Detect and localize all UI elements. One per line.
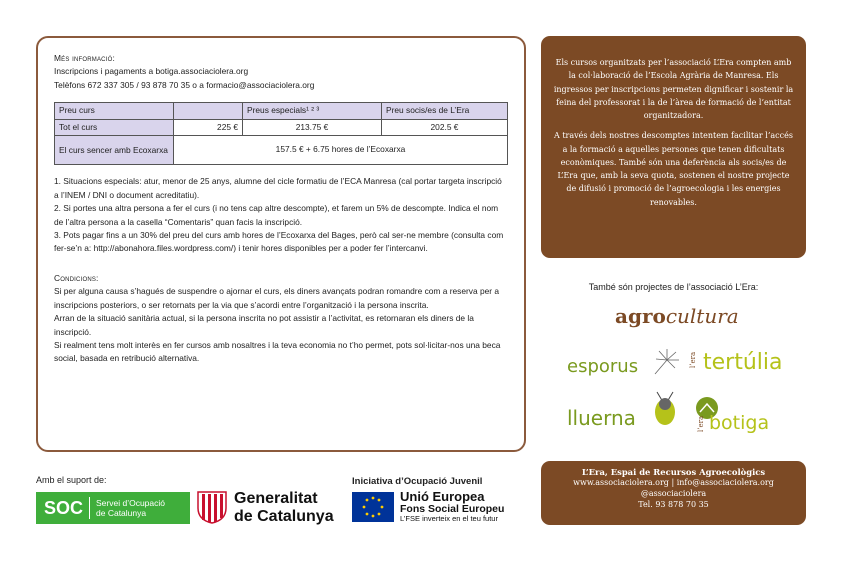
conditions-title: Condicions: (54, 272, 99, 283)
soc-text-line2: de Catalunya (96, 508, 147, 518)
info-contact-line: Telèfons 672 337 305 / 93 878 70 35 o a formacio@associaciolera.org (54, 79, 315, 90)
about-panel (541, 36, 806, 258)
contact-web[interactable]: www.associaciolera.org | info@associaciolera.org (573, 478, 774, 488)
esporus-text: esporus (567, 356, 639, 377)
price-table-header (55, 103, 508, 119)
col-special: Preus especials¹ ² ³ (243, 103, 382, 119)
soc-logo[interactable] (36, 492, 190, 524)
lluerna-text: lluerna (567, 406, 636, 430)
note-item: 3. Pots pagar fins a un 30% del preu del curs amb hores de l’Ecoxarxa del Bages, però cal ser-ne membre (consulta com fer-se’n a: http://abonahora.files.wordpress.com/) i tenir hores disponibles per a poder fer l’intercanvi. (54, 229, 504, 254)
condition-item: Arran de la situació sanitària actual, si la persona inscrita no pot assistir a l’activitat, es retornaran els diners de la inscripció. (54, 313, 474, 337)
table-row (55, 119, 508, 135)
botiga-prefix: l’era (697, 415, 705, 432)
note-item: 1. Situacions especials: atur, menor de 25 anys, alumne del cicle formatiu de l’ECA Manresa (cal portar targeta inscripció a l’INEM / DNI o document acreditatiu). (54, 176, 502, 200)
eu-line1: Unió Europea (400, 489, 485, 504)
col-member: Preu socis/es de L’Era (382, 103, 508, 119)
generalitat-line1: Generalitat (234, 490, 318, 507)
price-special: 213.75 € (243, 119, 382, 135)
price-normal: 225 € (174, 119, 243, 135)
agrocultura-bold: agro (615, 304, 666, 328)
lluerna-logo[interactable] (567, 396, 687, 436)
conditions-list (54, 285, 508, 366)
note-item: 2. Si portes una altra persona a fer el curs (i no tens cap altre descompte), et farem un 5% de descompte. Indica el nom de l’altra persona a la casella “Comentaris” quan facis la inscripció. (54, 203, 499, 227)
contact-phone[interactable]: Tel. 93 878 70 35 (638, 499, 709, 509)
project-logos (541, 296, 806, 446)
notes-list (54, 175, 508, 256)
col-price: Preu curs (55, 103, 174, 119)
condition-item: Si realment tens molt interès en fer cursos amb nosaltres i la teva economia no t’ho permet, pots sol·licitar-nos una beca social, basada en retribució alternativa. (54, 340, 501, 364)
about-paragraph-2: A través dels nostres descomptes intentem facilitar l’accés a la formació a aquelles persones que tenen dificultats econòmiques. També són una deferència als socis/es de L’Era que, amb la seva quota, sostenen el nostre projecte de difusió i promoció de l’agroecologia i les energies renovables. (554, 131, 793, 207)
agrocultura-logo[interactable] (615, 304, 739, 328)
info-panel (36, 36, 526, 452)
info-heading: Més informació: (54, 53, 115, 63)
generalitat-logo[interactable] (196, 490, 346, 526)
eu-flag-icon (352, 492, 394, 522)
price-member: 202.5 € (382, 119, 508, 135)
soc-acronym: SOC (44, 497, 84, 518)
esporus-logo[interactable] (567, 354, 677, 388)
eu-line3: L’FSE inverteix en el teu futur (400, 513, 498, 523)
soc-text (90, 498, 165, 518)
catalan-flag-icon (196, 490, 228, 524)
agrocultura-italic: cultura (665, 304, 739, 328)
generalitat-line2: de Catalunya (234, 507, 334, 525)
soc-text-line1: Servei d’Ocupació (96, 497, 165, 508)
firefly-icon (643, 388, 687, 428)
about-paragraph-1: Els cursos organitzats per l’associació L’Era compten amb la col·laboració de l’Escola Agrària de Manresa. Els ingressos per inscripcions permeten dignificar i sostenir la feina del professorat i la de l’àrea de formació de l’entitat organitzadora. (553, 58, 794, 121)
row-label: El curs sencer amb Ecoxarxa (55, 136, 174, 165)
eu-line2: Fons Social Europeu (400, 502, 505, 515)
tertulia-logo[interactable] (689, 348, 801, 382)
price-ecoxarxa: 157.5 € + 6.75 hores de l’Ecoxarxa (174, 136, 508, 165)
botiga-text: botiga (709, 412, 770, 434)
col-empty (174, 103, 243, 119)
support-label: Amb el suport de: (36, 475, 107, 485)
info-registration-line: Inscripcions i pagaments a botiga.associaciolera.org (54, 66, 249, 77)
dandelion-icon (647, 346, 685, 376)
condition-item: Si per alguna causa s’hagués de suspendre o ajornar el curs, els diners avançats podran romandre com a reserva per a inscripcions posteriors, o ser retornats per la via que s’acordi entre l’organització i la persona inscrita. (54, 286, 500, 310)
youth-initiative-title: Iniciativa d’Ocupació Juvenil (352, 476, 483, 487)
contact-social[interactable]: @associaciolera (640, 489, 707, 499)
contact-panel (541, 461, 806, 525)
tertulia-text: tertúlia (703, 350, 783, 375)
botiga-logo[interactable] (689, 396, 801, 436)
contact-title: L’Era, Espai de Recursos Agroecològics (581, 467, 766, 477)
row-label: Tot el curs (55, 119, 174, 135)
price-table (54, 102, 508, 165)
tertulia-prefix: l’era (689, 351, 697, 368)
table-row (55, 136, 508, 165)
eu-logo[interactable] (352, 490, 532, 528)
projects-title: També són projectes de l’associació L’Era: (588, 282, 759, 292)
